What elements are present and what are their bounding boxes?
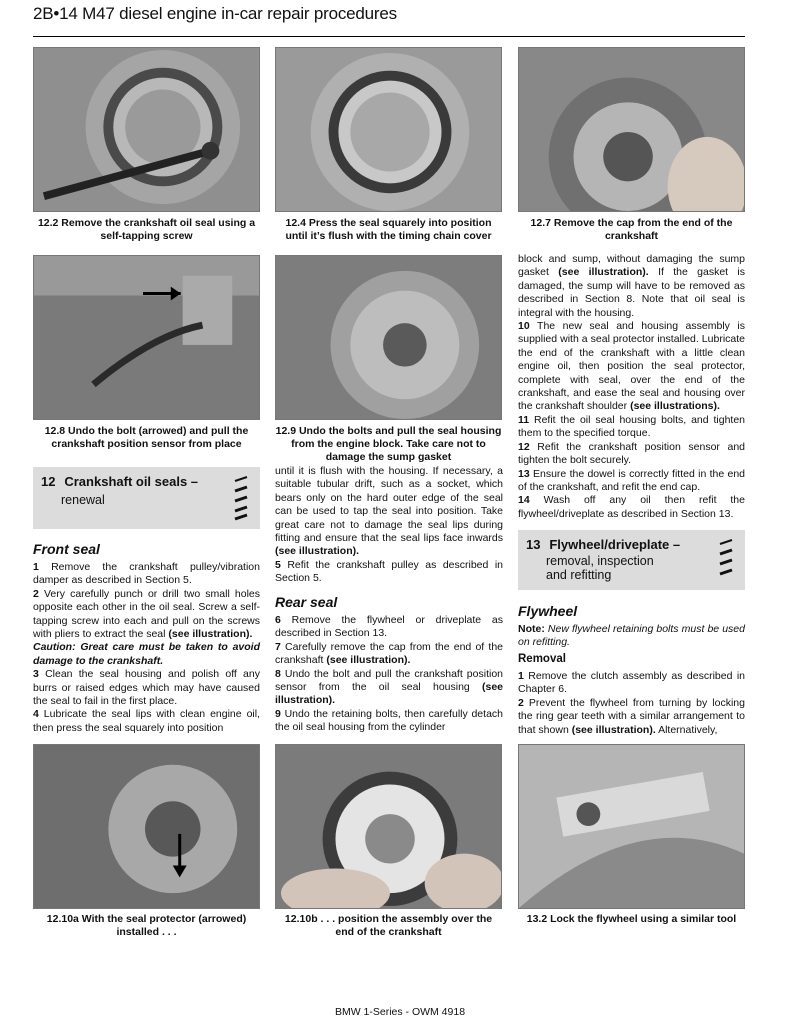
column-3-text: block and sump, without damaging the sump gasket (see illustration). If the gasket is damaged, the sump will have to be removed as described in Section 8. Note that oil seal is integral with the housing. 10 The new seal and housing assembly is supplied with a seal protector installed. Lubricate the end of the crankshaft with a little clean engine oil, then position the seal protector, complete with seal, over the end of the crankshaft, and ease the seal and housing over the crankshaft shoulder (see illustrations). 11 Refit the oil seal housing bolts, and tighten them to the specified torque. 12 Refit the crankshaft position sensor and tighten the bolt securely. 13 Ensure the dowel is correctly fitted in the end of the crankshaft, and refit the end cap. 14 Wash off any oil then refit the flywheel/driveplate as described in Section 13. <box>518 253 746 520</box>
header-rule <box>33 36 745 37</box>
caption-12-9: 12.9 Undo the bolts and pull the seal housing from the engine block. Take care not to damage the sump gasket <box>275 425 502 463</box>
caption-12-4: 12.4 Press the seal squarely into position until it’s flush with the timing chain cover <box>285 217 492 242</box>
section-number: 12 <box>41 474 56 489</box>
heading-front-seal: Front seal <box>33 541 100 557</box>
photo-12-8 <box>33 255 260 420</box>
section-subtitle: removal, inspection <box>546 554 654 568</box>
section-number: 13 <box>526 537 541 552</box>
column-2-text: until it is flush with the housing. If necessary, a suitable tubular drift, such as a socket, which bears only on the hard outer edge of the seal can be used to tap the seal into position. Take great care not to damage the seal lips during fitting and ensure that the seal lips face inwards (see illustration). 5 Refit the crankshaft pulley as described in Section 5. <box>275 465 504 585</box>
caption-13-2: 13.2 Lock the flywheel using a similar tool <box>526 913 737 925</box>
spanner-difficulty-icon <box>717 536 739 584</box>
page-footer: BMW 1-Series - OWM 4918 <box>334 1006 466 1018</box>
flywheel-note: Note: New flywheel retaining bolts must be used on refitting. <box>518 623 745 649</box>
heading-rear-seal: Rear seal <box>275 594 338 610</box>
photo-12-9 <box>275 255 502 420</box>
photo-12-2 <box>33 47 260 212</box>
caption-12-7: 12.7 Remove the cap from the end of the crankshaft <box>530 217 733 242</box>
page-header: 2B•14 M47 diesel engine in-car repair procedures <box>33 4 397 23</box>
photo-12-7 <box>518 47 745 212</box>
caption-12-2: 12.2 Remove the crankshaft oil seal using a self-tapping screw <box>37 217 256 242</box>
column-2-text-b: 6 Remove the flywheel or driveplate as described in Section 13. 7 Carefully remove the cap from the end of the crankshaft (see illustration). 8 Undo the bolt and pull the crankshaft position sensor from the oil seal housing (see illustration). 9 Undo the retaining bolts, then carefully detach the oil seal housing from the cylinder <box>275 614 504 734</box>
section-12-header <box>33 467 260 529</box>
column-3-text-b: 1 Remove the clutch assembly as described in Chapter 6. 2 Prevent the flywheel from turning by locking the ring gear teeth with a similar arrangement to that shown (see illustration). Alternatively, <box>518 670 746 736</box>
section-subtitle: renewal <box>61 493 105 507</box>
photo-12-10b <box>275 744 502 909</box>
caption-12-10b: 12.10b . . . position the assembly over the end of the crankshaft <box>284 913 493 938</box>
photo-13-2 <box>518 744 745 909</box>
heading-flywheel: Flywheel <box>518 603 578 619</box>
heading-removal: Removal <box>518 653 566 665</box>
caption-12-8: 12.8 Undo the bolt (arrowed) and pull the crankshaft position sensor from place <box>44 425 249 450</box>
caption-12-10a: 12.10a With the seal protector (arrowed) installed . . . <box>46 913 247 938</box>
section-title: Flywheel/driveplate – <box>549 537 681 552</box>
section-subtitle-2: and refitting <box>546 568 612 582</box>
section-title: Crankshaft oil seals – <box>64 474 199 489</box>
spanner-difficulty-icon <box>232 473 254 521</box>
photo-12-10a <box>33 744 260 909</box>
section-13-header <box>518 530 745 590</box>
column-1-text: 1 Remove the crankshaft pulley/vibration damper as described in Section 5. 2 Very carefully punch or drill two small holes opposite each other in the oil seal. Screw a self-tapping screw into each and pull on the screws with pliers to extract the seal (see illustration). Caution: Great care must be taken to avoid damage to the crankshaft. 3 Clean the seal housing and polish off any burrs or raised edges which may have caused the seal to fail in the first place. 4 Lubricate the seal lips with clean engine oil, then press the seal squarely into position <box>33 561 260 734</box>
photo-12-4 <box>275 47 502 212</box>
